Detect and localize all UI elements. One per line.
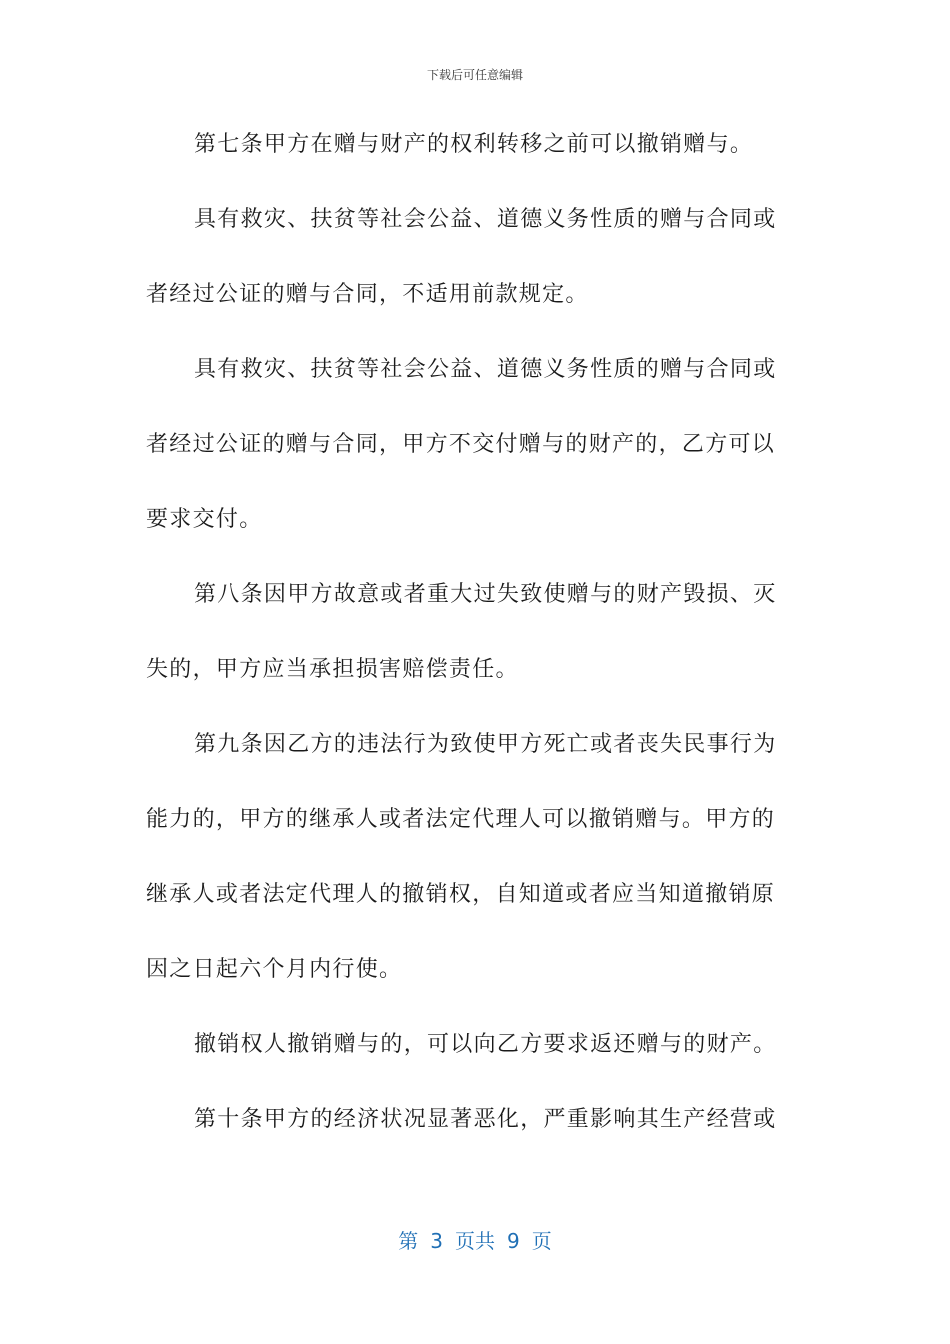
paragraph-line: 第十条甲方的经济状况显著恶化，严重影响其生产经营或	[194, 1107, 777, 1132]
paragraph-line: 第八条因甲方故意或者重大过失致使赠与的财产毁损、灭	[194, 582, 777, 607]
paragraph-line: 失的，甲方应当承担损害赔偿责任。	[146, 657, 519, 682]
paragraph-line: 要求交付。	[146, 507, 263, 532]
total-pages: 9	[507, 1229, 520, 1253]
paragraph-line: 继承人或者法定代理人的撤销权，自知道或者应当知道撤销原	[146, 882, 776, 907]
page-footer	[0, 1225, 950, 1254]
paragraph-line: 具有救灾、扶贫等社会公益、道德义务性质的赠与合同或	[194, 207, 777, 232]
paragraph-line: 撤销权人撤销赠与的，可以向乙方要求返还赠与的财产。	[194, 1032, 777, 1057]
paragraph-line: 第七条甲方在赠与财产的权利转移之前可以撤销赠与。	[194, 132, 754, 157]
page-prefix: 第	[398, 1229, 419, 1253]
paragraph-line: 因之日起六个月内行使。	[146, 957, 403, 982]
page-number: 3	[430, 1229, 443, 1253]
paragraph-line: 第九条因乙方的违法行为致使甲方死亡或者丧失民事行为	[194, 732, 777, 757]
paragraph-line: 具有救灾、扶贫等社会公益、道德义务性质的赠与合同或	[194, 357, 777, 382]
document-body	[146, 120, 806, 1170]
page-suffix: 页	[531, 1229, 552, 1253]
paragraph-line: 能力的，甲方的继承人或者法定代理人可以撤销赠与。甲方的	[146, 807, 776, 832]
page-header: 下载后可任意编辑	[426, 68, 523, 82]
paragraph-line: 者经过公证的赠与合同，甲方不交付赠与的财产的，乙方可以	[146, 432, 776, 457]
page-middle: 页共	[455, 1229, 495, 1253]
paragraph-line: 者经过公证的赠与合同，不适用前款规定。	[146, 282, 589, 307]
